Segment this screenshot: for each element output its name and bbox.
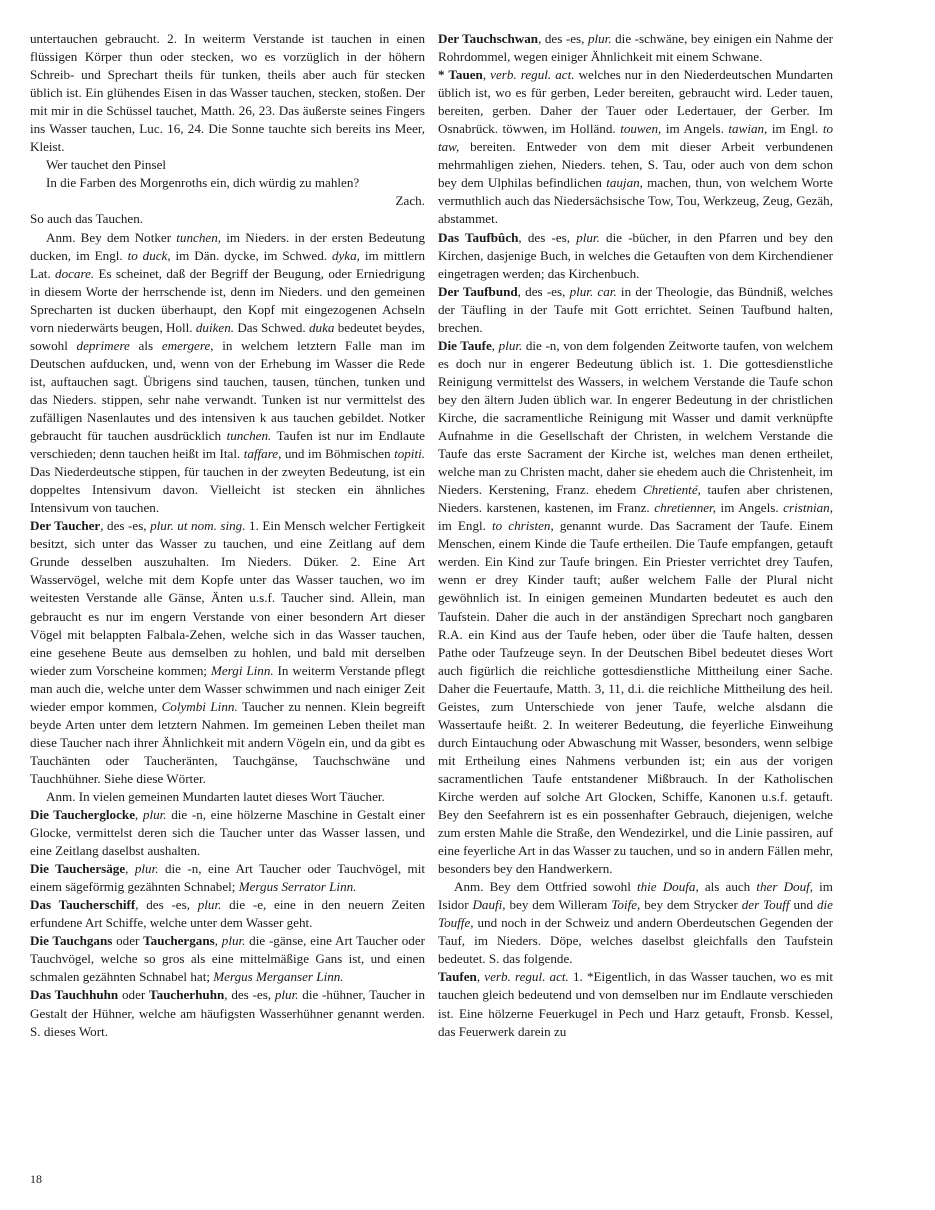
entry-taufen: Taufen, verb. regul. act. 1. *Eigentlich, in das Wasser tauchen, wo es mit tauchen gleich bedeutend und von demselben nur im Endlaute verschieden ist. Eine hölzerne Feuerkugel in Pech und Harz getauft, Fronsb. Kessel, das Feuerwerk darein zu (438, 969, 833, 1039)
headword: Das Taufbûch (438, 229, 519, 245)
quote-verse-line-1: Wer tauchet den Pinsel (46, 157, 167, 173)
headword-variant: Taucherhuhn (149, 987, 225, 1003)
entry-tauen: * Tauen, verb. regul. act. welches nur in den Niederdeutschen Mundarten üblich ist, wo es für gerben, Leder bereiten, gebraucht wird. Leder tauen, bereiten, gerben. Daher der Tauer oder Ledertauer, der Gerber. Im Osnabrück. töwwen, im Holländ. touwen, im Angels. tawian, im Engl. to taw, bereiten. Entweder von dem mit dieser Arbeit verbundenen mehrmahligen ziehen, Nieders. tehen, S. Tau, oder auch von dem schon bey dem Ulphilas befindlichen taujan, machen, thun, von welchem Worte vermuthlich auch das Niedersächsische Tow, Tou, Werkzeug, Zeug, Gezäh, abstammet. (438, 67, 833, 227)
paragraph-tauchen-continued: untertauchen gebraucht. 2. In weiterm Verstande ist tauchen in einen flüssigen Körper thun oder stecken, wo es vorzüglich in der höhern Schreib- und Sprechart theils für tunken, theils aber auch für stecken üblich ist. Ein glühendes Eisen in das Wasser tauchen, stecken, stoßen. Der mit mir in die Schüssel tauchet, Matth. 26, 23. Das äußerste seines Fingers ins Wasser tauchen, Luc. 16, 24. Die Sonne tauchte sich bereits ins Meer, Kleist. (30, 31, 425, 155)
headword: Die Tauchersäge (30, 861, 126, 877)
headword: Der Tauchschwan (438, 31, 539, 46)
entry-tauchhuhn: Das Tauchhuhn oder Taucherhuhn, des -es, plur. die -hühner, Taucher in Gestalt der Hühner, welche am häufigsten Wasserhühner genannt werden. S. dieses Wort. (30, 987, 425, 1039)
headword: Das Tauchhuhn (30, 987, 119, 1003)
paragraph-so-auch: So auch das Tauchen. (30, 211, 144, 227)
headword-variant: Tauchergans (143, 933, 215, 949)
headword: Die Taufe (438, 337, 492, 353)
entry-tauchersaege: Die Tauchersäge, plur. die -n, eine Art Taucher oder Tauchvögel, mit einem sägeförmig gezähnten Schnabel; Mergus Serrator Linn. (30, 861, 425, 895)
entry-taucher: Der Taucher, des -es, plur. ut nom. sing. 1. Ein Mensch welcher Fertigkeit besitzt, sich unter das Wasser zu tauchen, und eine Zeitlang auf dem Grunde desselben auszuhalten. Im Nieders. Düker. 2. Eine Art Wasservögel, welche mit dem Kopfe unter das Wasser tauchen, wo im weitesten Verstande alle Gänse, Änten u.s.f. Taucher sind. Allein, man gebraucht es nur im engern Verstande von einer besondern Art dieser Vögel mit belappten Falbala-Zehen, welche sich in das Wasser tauchen, eine gesehene Beute aus demselben zu hohlen, und bald mit derselben wieder zum Vorscheine kommen; Mergi Linn. In weiterm Verstande pflegt man auch die, welche unter dem Wasser schwimmen und nach einiger Zeit wieder empor kommen, Colymbi Linn. Taucher zu nennen. Klein begreift beyde Arten unter dem letztern Nahmen. Im gemeinen Leben theilet man diese Taucher nach ihrer Ähnlichkeit mit andern Vögeln ein, und da gibt es Tauchänten oder Taucheränten, Tauchgänse, Tauchschwäne und Tauchhühner. Siehe diese Wörter. (30, 518, 425, 786)
right-column (438, 30, 833, 1180)
entry-tauchgans: Die Tauchgans oder Tauchergans, plur. die -gänse, eine Art Taucher oder Tauchvögel, welche so gros als eine mittelmäßige Gans ist, und einen schmalen gezähnten Schnabel hat; Mergus Merganser Linn. (30, 933, 425, 985)
entry-tauchschwan: Der Tauchschwan, des -es, plur. die -schwäne, bey einigen ein Nahme der Rohrdommel, wegen einiger Ähnlichkeit mit einem Schwane. (438, 31, 833, 65)
entry-taufbuch: Das Taufbûch, des -es, plur. die -bücher, in den Pfarren und bey den Kirchen, dasjenige Buch, in welches die Getauften von dem Kirchendiener eingetragen werden; das Kirchenbuch. (438, 229, 833, 281)
headword: Der Taufbund (438, 283, 518, 299)
headword: Die Taucherglocke (30, 807, 136, 823)
entry-taufe: Die Taufe, plur. die -n, von dem folgenden Zeitworte taufen, von welchem es doch nur in engerer Bedeutung üblich ist. 1. Die gottesdienstliche Reinigung vermittelst des Wassers, in welchem Verstande die Taufe schon bey den ältern Juden üblich war. In engerer Bedeutung in der christlichen Kirche, die sacramentliche Reinigung mit Wasser und damit verknüpfte Aufnahme in die Gesellschaft der Christen, in welchem Verstande die Taufe das erste Sacrament der Kirche ist, welches man denen ertheilet, welche man zu Christen macht, daher sie ehedem auch die Christenheit, im Nieders. Kerstening, Franz. ehedem Chretienté, taufen aber christenen, Nieders. karstenen, kastenen, im Franz. chretienner, im Angels. cristnian, im Engl. to christen, genannt wurde. Das Sacrament der Taufe. Einem Menschen, einem Kinde die Taufe ertheilen. Die Taufe empfangen, getauft werden. Ein Kind zur Taufe bringen. Ein Priester verrichtet drey Taufen, wenn er drey Kinder tauft; außer welchem Falle der Plural nicht gewöhnlich ist. In einigen gemeinen Mundarten bedeutet es auch den Taufstein. Daher die auch in der anständigen Sprechart noch gangbaren R.A. ein Kind aus der Taufe heben, oder über die Taufe halten, dessen Pathe oder Taufzeuge seyn. In der Deutschen Bibel bedeutet dieses Wort auch figürlich die reichliche gottesdienstliche Mittheilung einer Sache. Daher die Feuertaufe, Matth. 3, 11, d.i. die reichliche Mittheilung des heil. Geistes, zum Unterschiede von jener Taufe, welche alsdann die Wassertaufe heißt. 2. In weiterer Bedeutung, die feyerliche Einweihung durch Eintauchung oder Abwaschung mit Wasser, besonders, wenn selbige mit Ertheilung eines Nahmens verbunden ist; ein aus der vorigen sacramentlichen Taufe entstandener Mißbrauch. In der Katholischen Kirche werden auf solche Art Glocken, Schiffe, Kanonen u.s.f. getauft. Bey den Seefahrern ist es ein possenhafter Gebrauch, diejenigen, welche zum ersten Mahle die Straße, den Wendezirkel, und die Linie passiren, auf eine feyerliche Art in das Wasser zu tauchen, und so in andern Fällen mehr, besonders bey den Handwerkern. (438, 337, 833, 877)
page-number: 18 (30, 1172, 42, 1186)
headword: Taufen (438, 969, 477, 985)
annotation-taufe: Anm. Bey dem Ottfried sowohl thie Doufa, als auch ther Douf, im Isidor Daufi, bey dem Willeram Toife, bey dem Strycker der Touff und die Touffe, und noch in der Schweiz und andern Oberdeutschen Gegenden der Tauf, im Nieders. Döpe, welches daselbst gleichfalls den Taufstein bedeutet. S. das folgende. (438, 879, 833, 967)
headword: Der Taucher (30, 518, 101, 534)
quote-verse-line-2: In die Farben des Morgenroths ein, dich würdig zu mahlen? (46, 175, 360, 191)
entry-taucherschiff: Das Taucherschiff, des -es, plur. die -e, eine in den neuern Zeiten erfundene Art Schiffe, welche unter dem Wasser geht. (30, 897, 425, 931)
entry-taufbund: Der Taufbund, des -es, plur. car. in der Theologie, das Bündniß, welches der Täufling in der Taufe mit Gott errichtet. Seinen Taufbund halten, brechen. (438, 283, 833, 335)
entry-taucherglocke: Die Taucherglocke, plur. die -n, eine hölzerne Maschine in Gestalt einer Glocke, vermittelst deren sich die Taucher unter das Wasser lassen, und eine Zeitlang daselbst aushalten. (30, 807, 425, 859)
left-column (30, 30, 425, 1180)
headword: * Tauen (438, 67, 483, 83)
quote-source: Zach. (395, 193, 425, 209)
headword: Das Taucherschiff (30, 897, 136, 913)
annotation-tauchen: Anm. Bey dem Notker tunchen, im Nieders. in der ersten Bedeutung ducken, im Engl. to duck, im Dän. dycke, im Schwed. dyka, im mittlern Lat. docare. Es scheinet, daß der Begriff der Beugung, oder Erniedrigung in diesem Worte der herrschende ist, denn im Nieders. und den gemeinen Sprecharten ist ducken überhaupt, den Kopf mit eingezogenen Achseln vorn niederwärts beugen, Holl. duiken. Das Schwed. duka bedeutet beydes, sowohl deprimere als emergere, in welchem letztern Falle man im Deutschen aufducken, und, wenn von der Erhebung im Wasser die Rede ist, auftauchen sagt. Übrigens sind tauchen, tausen, tünchen, tunken und das Nieders. stippen, sehr nahe verwandt. Tunken ist nur vermittelst des zufälligen Nasenlautes und des intensiven k aus tauchen gebildet. Notker gebraucht für tauchen ausdrücklich tunchen. Taufen ist nur im Endlaute verschieden; denn tauchen heißt im Ital. taffare, und im Böhmischen topiti. Das Niederdeutsche stippen, für tauchen in der zweyten Bedeutung, ist ein doppeltes Intensivum davon. Vielleicht ist stecken ein ähnliches Intensivum von tauchen. (30, 229, 425, 516)
annotation-taucher: Anm. In vielen gemeinen Mundarten lautet dieses Wort Täucher. (46, 788, 385, 804)
headword: Die Tauchgans (30, 933, 113, 949)
